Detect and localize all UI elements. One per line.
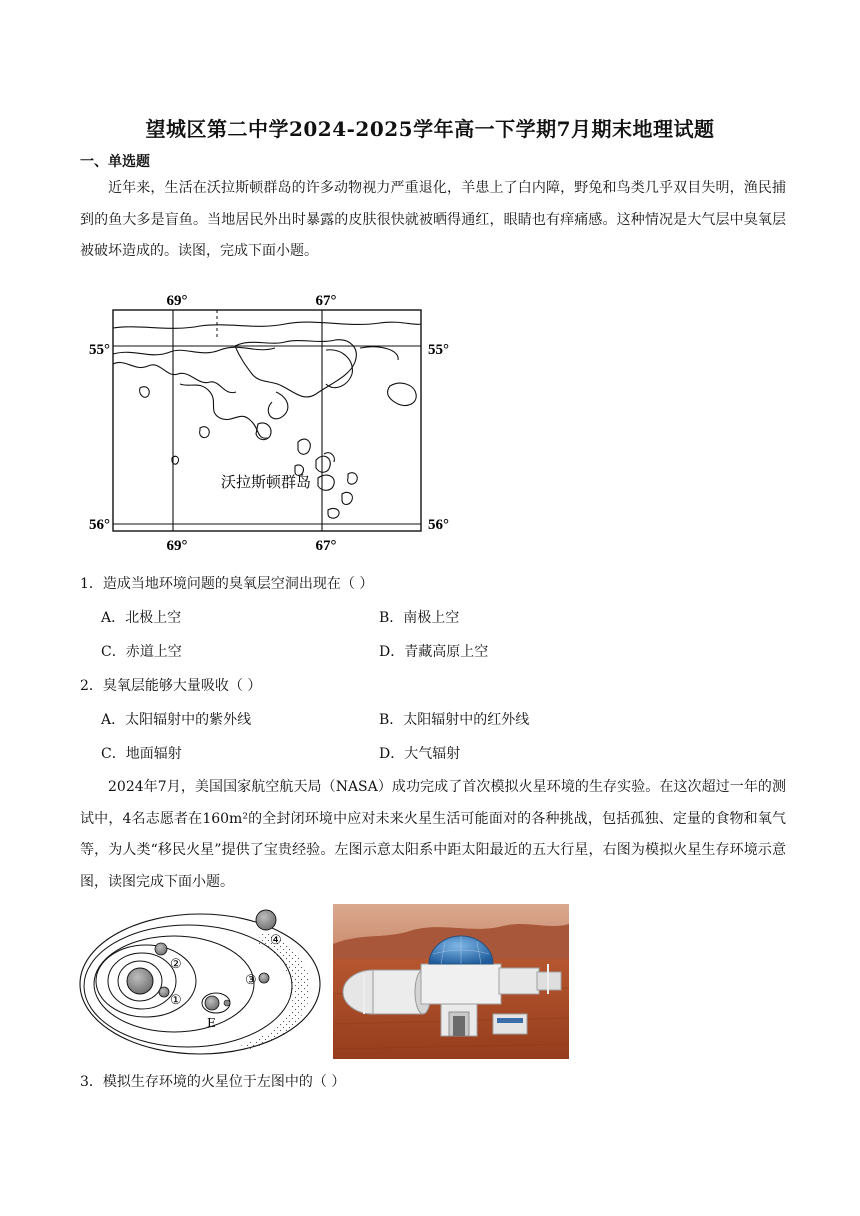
planet-earth [205,996,219,1010]
q2-option-d: D．大气辐射 [379,746,461,762]
wollaston-islands-map [80,288,470,558]
mars-habitat-illustration [333,904,569,1059]
lon-label-bottom-67: 67° [315,538,337,554]
lon-label-bottom-69: 69° [166,538,188,554]
planet-4 [256,910,276,930]
lat-label-top-left: 55° [89,342,110,358]
solar-system-diagram [78,906,326,1058]
question-3-stem: 3．模拟生存环境的火星位于左图中的（ ） [80,1074,346,1090]
q1-option-d: D．青藏高原上空 [379,644,489,660]
lon-label-top-69: 69° [166,293,188,309]
q2-option-c: C．地面辐射 [101,746,182,762]
lat-label-bottom-left: 56° [89,517,110,533]
q1-option-b: B．南极上空 [379,610,460,626]
island-label: 沃拉斯顿群岛 [220,473,312,491]
lat-label-top-right: 55° [428,342,449,358]
planet-1 [159,987,169,997]
label-4: ④ [270,933,282,948]
q2-option-b: B．太阳辐射中的红外线 [379,712,530,728]
question-1-stem: 1．造成当地环境问题的臭氧层空洞出现在（ ） [80,576,374,592]
mars-habitat-photo [333,904,569,1059]
lat-label-bottom-right: 56° [428,517,449,533]
section-heading: 一、单选题 [80,154,150,170]
passage-ozone: 近年来，生活在沃拉斯顿群岛的许多动物视力严重退化，羊患上了白内障，野兔和鸟类几乎双目失明，渔民捕到的鱼大多是盲鱼。当地居民外出时暴露的皮肤很快就被晒得通红，眼睛也有痒痛感。这种情况是大气层中臭氧层被破坏造成的。读图，完成下面小题。 [80,180,786,259]
label-3: ③ [245,973,257,988]
moon [224,1000,230,1006]
sun [127,968,153,994]
lon-label-top-67: 67° [315,293,337,309]
habitat-left-module [343,970,431,1014]
passage-mars: 2024年7月，美国国家航空航天局（NASA）成功完成了首次模拟火星环境的生存实验。在这次超过一年的测试中，4名志愿者在160m²的全封闭环境中应对未来火星生活可能面对的各种挑战，包括孤独、定量的食物和氧气等，为人类“移民火星”提供了宝贵经验。左图示意太阳系中距太阳最近的五大行星，右图为模拟火星生存环境示意图，读图完成下面小题。 [80,779,786,890]
q1-option-a: A．北极上空 [101,610,182,626]
label-earth: E [207,1016,216,1030]
planet-2 [155,943,167,955]
label-1: ① [170,993,182,1008]
planet-3 [259,973,269,983]
question-2-stem: 2．臭氧层能够大量吸收（ ） [80,678,262,694]
q1-option-c: C．赤道上空 [101,644,182,660]
asteroid-belt [240,932,310,1050]
page-title: 望城区第二中学2024-2025学年高一下学期7月期末地理试题 [145,117,715,141]
q2-option-a: A．太阳辐射中的紫外线 [101,712,252,728]
label-2: ② [170,957,182,972]
